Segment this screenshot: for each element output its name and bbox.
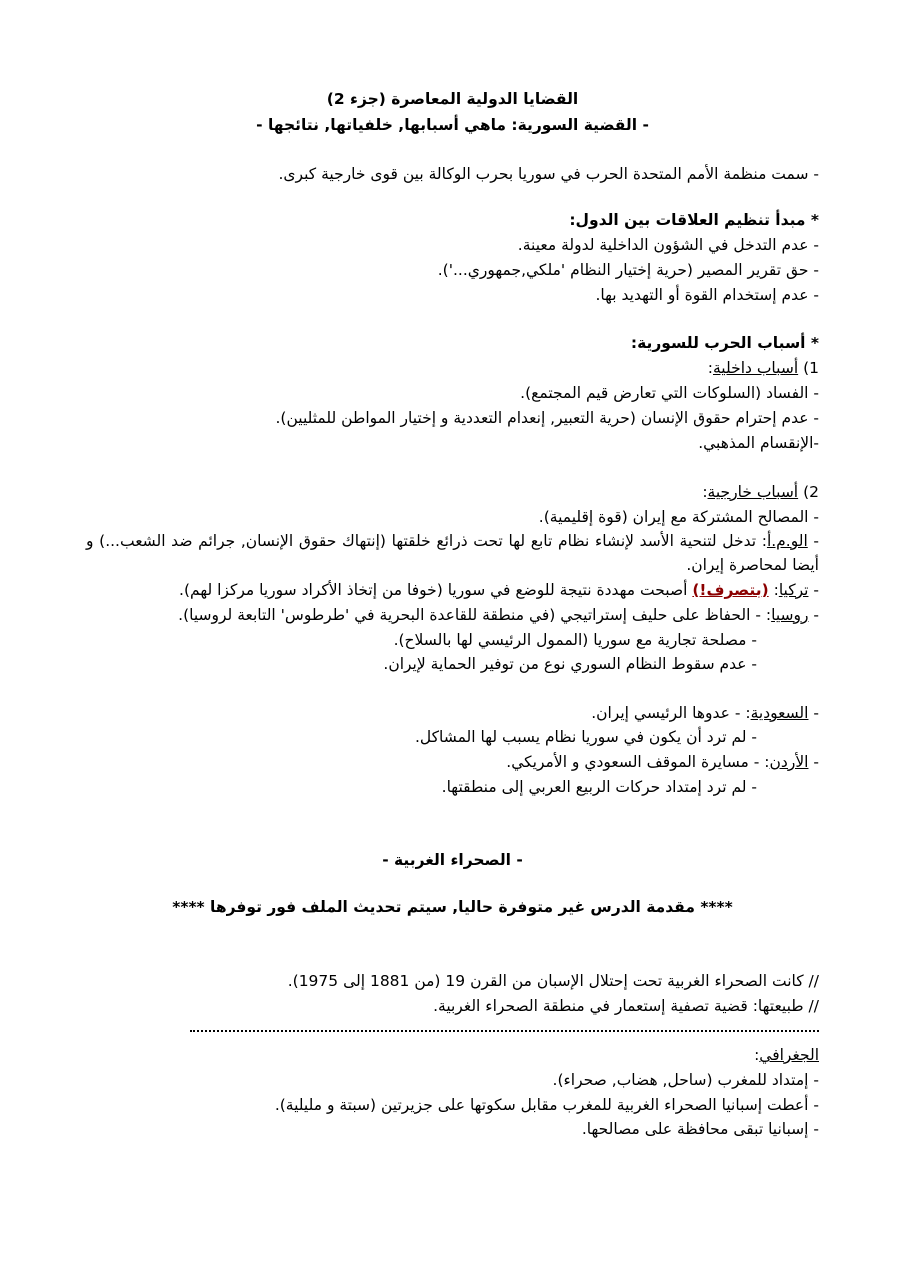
saudi-sub-item: - لم ترد أن يكون في سوريا نظام يسبب لها المشاكل.	[414, 728, 757, 746]
internal-cause-item: - الفساد (السلوكات التي تعارض قيم المجتمع).	[520, 384, 819, 402]
principle-item: - عدم إستخدام القوة أو التهديد بها.	[595, 286, 819, 304]
usa-label: الو.م.أ	[766, 532, 808, 550]
internal-cause-item: -الإنقسام المذهبي.	[698, 434, 819, 452]
sahara-line: // طبيعتها: قضية تصفية إستعمار في منطقة الصحراء الغربية.	[433, 997, 819, 1015]
doc-subtitle: - القضية السورية: ماهي أسبابها, خلفياتها, نتائجها -	[256, 116, 649, 134]
jordan-sub-item: - لم ترد إمتداد حركات الربيع العربي إلى منطقتها.	[441, 778, 757, 796]
causes-heading: * أسباب الحرب للسورية:	[630, 334, 819, 352]
russia-sub-item: - مصلحة تجارية مع سوريا (الممول الرئيسي لها بالسلاح).	[393, 631, 757, 649]
principle-item: - حق تقرير المصير (حرية إختيار النظام 'ملكي,جمهوري...').	[437, 261, 819, 279]
external-cause-item: - المصالح المشتركة مع إيران (قوة إقليمية).	[538, 508, 819, 526]
principle-item: - عدم التدخل في الشؤون الداخلية لدولة معينة.	[517, 236, 819, 254]
adapted-note: (بتصرف!)	[692, 581, 769, 599]
russia-sub-item: - عدم سقوط النظام السوري نوع من توفير الحماية لإيران.	[383, 655, 757, 673]
internal-cause-item: - عدم إحترام حقوق الإنسان (حرية التعبير, إنعدام التعددية و إختيار المواطن للمثليين).	[275, 409, 819, 427]
saudi-label: السعودية	[750, 704, 809, 722]
sahara-heading: - الصحراء الغربية -	[382, 851, 523, 869]
geo-item: - أعطت إسبانيا الصحراء الغربية للمغرب مقابل سكوتها على جزيرتين (سبتة و مليلية).	[274, 1096, 819, 1114]
jordan-label: الأردن	[769, 753, 809, 771]
geo-heading: الجغرافي:	[754, 1046, 819, 1064]
turkey-line: - تركيا: (بتصرف!) أصبحت مهددة نتيجة للوضع في سوريا (خوفا من إتخاذ الأكراد سوريا مركزا لهم).	[179, 581, 819, 599]
geo-item: - إسبانيا تبقى محافظة على مصالحها.	[581, 1120, 819, 1138]
russia-label: روسيا	[771, 606, 809, 624]
russia-line: - روسيا: - الحفاظ على حليف إستراتيجي (في منطقة للقاعدة البحرية في 'طرطوس' التابعة لروسيا).	[178, 606, 819, 624]
principle-heading: * مبدأ تنظيم العلاقات بين الدول:	[569, 211, 819, 229]
geo-item: - إمتداد للمغرب (ساحل, هضاب, صحراء).	[552, 1071, 819, 1089]
sahara-line: // كانت الصحراء الغربية تحت إحتلال الإسبان من القرن 19 (من 1881 إلى 1975).	[287, 972, 819, 990]
usa-paragraph: - الو.م.أ: تدخل لتنحية الأسد لإنشاء نظام تابع لها تحت ذرائع خلقتها (إنتهاك حقوق الإنسان, جرائم ضد الشعب...) و أيضا لمحاصرة إيران.	[86, 532, 820, 574]
doc-title: القضايا الدولية المعاصرة (جزء 2)	[326, 90, 579, 108]
sahara-notice: **** مقدمة الدرس غير متوفرة حاليا, سيتم تحديث الملف فور توفرها ****	[172, 898, 733, 916]
jordan-line: - الأردن: - مسايرة الموقف السعودي و الأمريكي.	[506, 753, 819, 771]
intro-line: - سمت منظمة الأمم المتحدة الحرب في سوريا بحرب الوكالة بين قوى خارجية كبرى.	[278, 165, 819, 183]
dotted-divider	[190, 1030, 819, 1032]
internal-causes-heading: 1) أسباب داخلية:	[707, 359, 819, 377]
turkey-label: تركيا	[778, 581, 809, 599]
saudi-line: - السعودية: - عدوها الرئيسي إيران.	[591, 704, 819, 722]
external-causes-heading: 2) أسباب خارجية:	[702, 483, 819, 501]
